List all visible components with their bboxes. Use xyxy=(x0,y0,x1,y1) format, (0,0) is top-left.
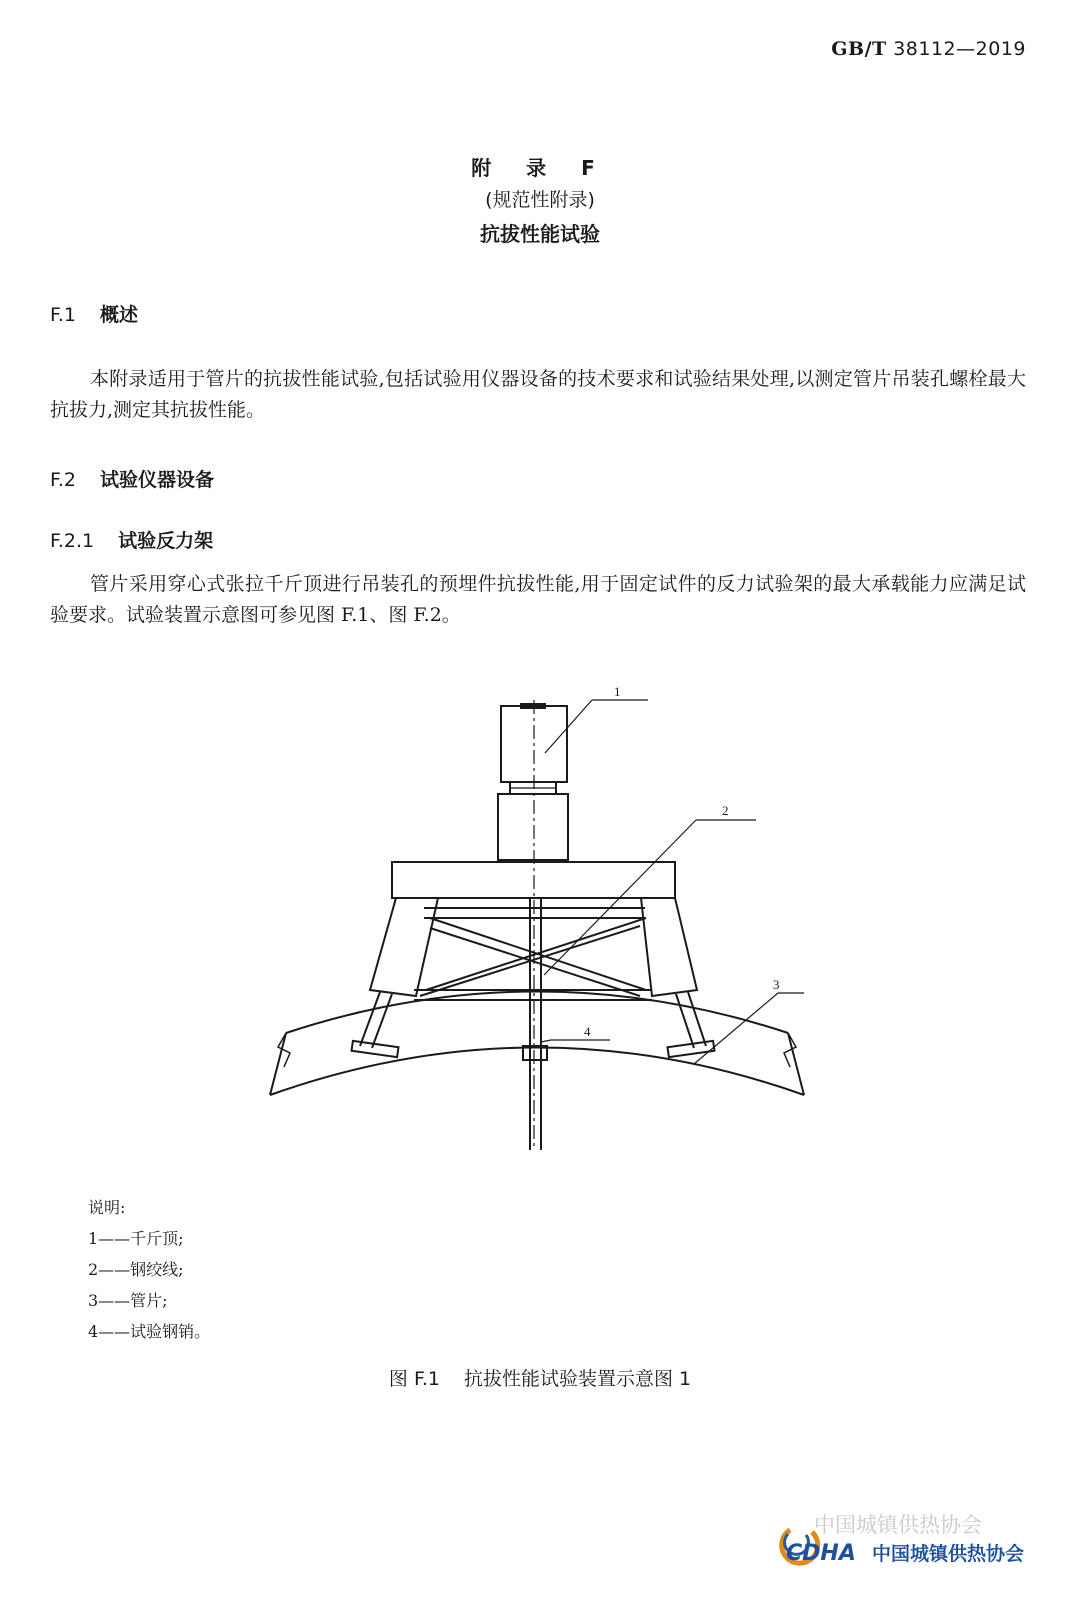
watermark-text-top: 中国城镇供热协会 xyxy=(814,1513,982,1537)
section-title: 试验仪器设备 xyxy=(100,469,215,491)
legend-title: 说明: xyxy=(88,1198,126,1217)
figure-legend xyxy=(88,1192,210,1347)
callout-2: 2 xyxy=(722,803,729,818)
figure-caption xyxy=(0,1364,1080,1391)
section-f21-paragraph: 管片采用穿心式张拉千斤顶进行吊装孔的预埋件抗拔性能,用于固定试件的反力试验架的最大承载能力应满足试验要求。试验装置示意图可参见图 F.1、图 F.2。 xyxy=(50,573,1026,626)
frame-legs xyxy=(352,898,715,1057)
figure-title: 抗拔性能试验装置示意图 1 xyxy=(463,1368,692,1390)
standard-number: 38112—2019 xyxy=(893,38,1026,60)
watermark-text-bottom: 中国城镇供热协会 xyxy=(872,1543,1025,1565)
section-title: 概述 xyxy=(100,304,139,326)
steel-strand xyxy=(523,898,547,1150)
figure-number: 图 F.1 xyxy=(388,1368,440,1390)
standard-prefix: GB/T xyxy=(831,38,887,60)
callout-3: 3 xyxy=(773,977,780,992)
section-title: 试验反力架 xyxy=(118,530,214,552)
callout-leaders xyxy=(541,700,804,1064)
legend-item: 1——千斤顶; xyxy=(88,1229,184,1248)
section-number: F.1 xyxy=(50,304,77,326)
appendix-title: 附 录 F xyxy=(471,156,609,180)
association-watermark xyxy=(768,1510,1068,1570)
callout-4: 4 xyxy=(584,1024,591,1039)
legend-item: 2——钢绞线; xyxy=(88,1260,184,1279)
segment-body xyxy=(270,992,804,1096)
legend-item: 3——管片; xyxy=(88,1291,168,1310)
section-number: F.2 xyxy=(50,469,77,491)
callout-1: 1 xyxy=(614,684,621,699)
appendix-type: (规范性附录) xyxy=(485,189,595,211)
logo-letters: CDHA xyxy=(786,1541,856,1566)
frame-bracing xyxy=(414,908,652,1000)
jack xyxy=(498,704,568,860)
appendix-name: 抗拔性能试验 xyxy=(480,222,600,246)
section-number: F.2.1 xyxy=(50,530,95,552)
section-f1-paragraph: 本附录适用于管片的抗拔性能试验,包括试验用仪器设备的技术要求和试验结果处理,以测定管片吊装孔螺栓最大抗拔力,测定其抗拔性能。 xyxy=(50,368,1026,421)
legend-item: 4——试验钢销。 xyxy=(88,1322,211,1341)
